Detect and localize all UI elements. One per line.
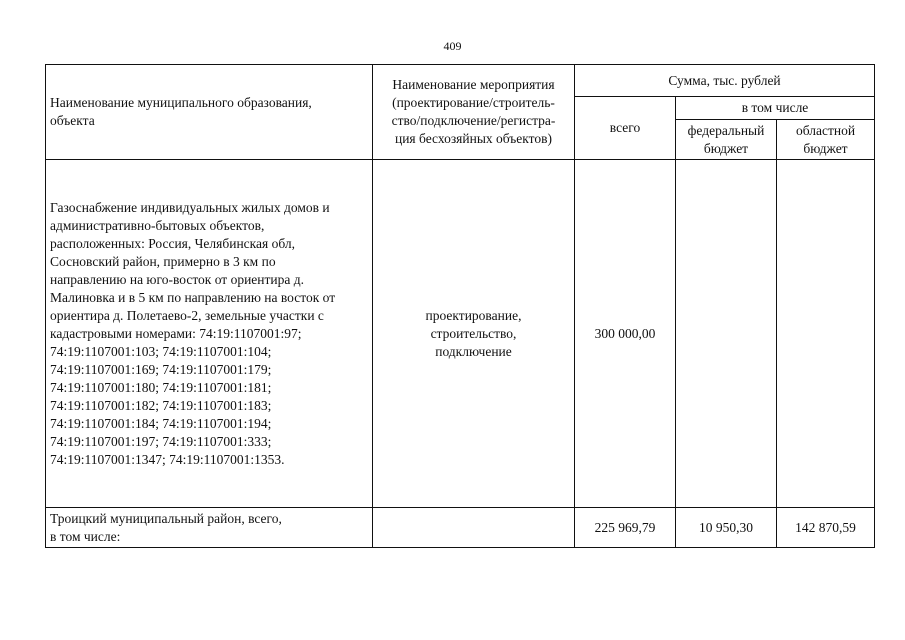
federal-cell: 10 950,30	[676, 508, 777, 548]
budget-table	[45, 64, 875, 548]
regional-cell	[777, 160, 875, 508]
federal-cell	[676, 160, 777, 508]
header-sum: Сумма, тыс. рублей	[575, 65, 875, 97]
object-cell: Троицкий муниципальный район, всего, в том числе:	[46, 508, 373, 548]
page-number: 409	[443, 39, 462, 53]
header-federal: федеральный бюджет	[676, 120, 777, 160]
header-object-name: Наименование муниципального образования, объекта	[46, 65, 373, 160]
regional-cell: 142 870,59	[777, 508, 875, 548]
header-regional: областной бюджет	[777, 120, 875, 160]
total-cell: 225 969,79	[575, 508, 676, 548]
object-cell: Газоснабжение индивидуальных жилых домов и административно-бытовых объектов, расположенных: Россия, Челябинская обл, Сосновский район, примерно в 3 км по направлению на юго-восток от ориентира д. Малиновка и в 5 км по направлению на восток от ориентира д. Полетаево-2, земельные участки с кадастровыми номерами: 74:19:1107001:97; 74:19:1107001:103; 74:19:1107001:104; 74:19:1107001:169; 74:19:1107001:179; 74:19:1107001:180; 74:19:1107001:181; 74:19:1107001:182; 74:19:1107001:183; 74:19:1107001:184; 74:19:1107001:194; 74:19:1107001:197; 74:19:1107001:333; 74:19:1107001:1347; 74:19:1107001:1353.	[46, 160, 373, 508]
measure-cell	[373, 508, 575, 548]
header-including: в том числе	[676, 97, 875, 120]
total-cell: 300 000,00	[575, 160, 676, 508]
header-total: всего	[575, 97, 676, 160]
header-measure-name: Наименование мероприятия (проектирование/строитель- ство/подключение/регистра- ция бесхозяйных объектов)	[373, 65, 575, 160]
header-row	[46, 65, 875, 97]
measure-cell: проектирование, строительство, подключение	[373, 160, 575, 508]
table-row	[46, 160, 875, 508]
table-row	[46, 508, 875, 548]
